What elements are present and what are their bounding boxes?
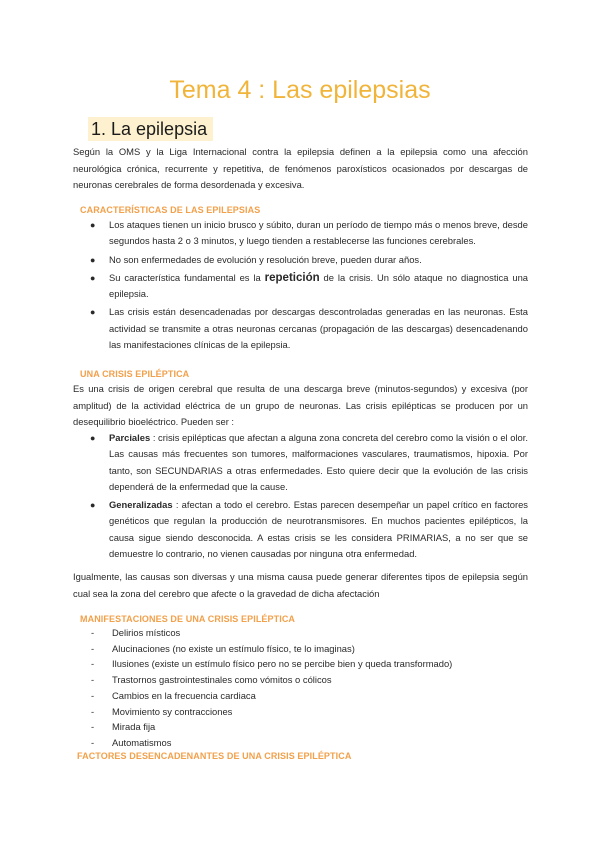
document-title: Tema 4 : Las epilepsias: [169, 76, 431, 104]
list-item: - Cambios en la frecuencia cardiaca: [91, 689, 256, 701]
bullet-icon: ●: [90, 220, 96, 230]
crisis-heading: UNA CRISIS EPILÉPTICA: [80, 369, 190, 379]
list-item: - Ilusiones (existe un estímulo físico pero no se percibe bien y queda transformado): [91, 658, 453, 670]
list-item: ● Los ataques tienen un inicio brusco y súbito, duran un período de tiempo más o menos breve, desde segundos hasta 2 o 3 minutos, y luego tienden a restablecerse las funciones cerebrales.: [90, 219, 528, 247]
bullet-icon: ●: [90, 500, 96, 511]
manifestaciones-list: [91, 625, 521, 751]
list-item: ● Su característica fundamental es la repetición de la crisis. Un sólo ataque no diagnostica una epilepsia.: [90, 271, 528, 300]
crisis-types-list: [87, 430, 528, 562]
list-item: - Alucinaciones (no existe un estímulo físico, te lo imaginas): [91, 642, 355, 654]
intro-paragraph: Según la OMS y la Liga Internacional contra la epilepsia definen a la epilepsia como una afección neurológica crónica, recurrente y repetitiva, de fenómenos paroxísticos ocasionados por descargas de neuronas cerebrales de forma desordenada y excesiva.: [73, 146, 528, 190]
list-item: - Delirios místicos: [91, 627, 181, 638]
factores-heading: FACTORES DESENCADENANTES DE UNA CRISIS EPILÉPTICA: [77, 751, 352, 761]
list-item: - Trastornos gastrointestinales como vómitos o cólicos: [91, 674, 332, 686]
emphasis-repeticion: repetición: [264, 271, 320, 284]
list-item: - Movimiento sy contracciones: [91, 705, 233, 717]
caracteristicas-heading: CARACTERÍSTICAS DE LAS EPILEPSIAS: [80, 205, 261, 215]
section-heading-la-epilepsia: 1. La epilepsia: [88, 117, 213, 141]
bullet-icon: ●: [90, 254, 96, 265]
crisis-intro-paragraph: Es una crisis de origen cerebral que resulta de una descarga breve (minutos-segundos) y excesiva (por amplitud) de la actividad eléctrica de un grupo de neuronas. Las crisis epilépticas se producen por un desequilibrio bioeléctrico. Pueden ser :: [73, 383, 528, 427]
list-item: ● No son enfermedades de evolución y resolución breve, pueden durar años.: [87, 252, 528, 270]
manifestaciones-heading: MANIFESTACIONES DE UNA CRISIS EPILÉPTICA: [80, 614, 296, 624]
list-item: - Mirada fija: [91, 721, 156, 733]
list-item: ● Generalizadas : afectan a todo el cerebro. Estas parecen desempeñar un papel crítico en factores genéticos que regulan la producción de neurotransmisores. En muchos pacientes epilépticos, la causa sigue siendo desconocida. A estas crisis se les considera PRIMARIAS, a no ser que se demuestre lo contrario, no vienen causadas por ninguna otra enfermedad.: [90, 499, 528, 560]
list-item: - Automatismos: [91, 736, 172, 748]
crisis-outro-paragraph: Igualmente, las causas son diversas y una misma causa puede generar diferentes tipos de epilepsia según cual sea la zona del cerebro que afecte o la gravedad de dicha afectación: [73, 571, 528, 599]
bullet-icon: ●: [90, 433, 96, 443]
bullet-icon: ●: [90, 307, 96, 318]
list-item: ● Parciales : crisis epilépticas que afectan a alguna zona concreta del cerebro como la visión o el olor. Las causas más frecuentes son tumores, malformaciones vasculares, traumatismos, hipoxia. Por tanto, son SECUNDARIAS a otras enfermedades. Esto quiere decir que la evolución de las crisis dependerá de la enfermedad que la cause.: [90, 432, 528, 492]
bullet-icon: ●: [90, 272, 96, 283]
caracteristicas-list: [87, 217, 528, 353]
list-item: ● Las crisis están desencadenadas por descargas descontroladas generadas en las neuronas. Esta actividad se transmite a otras neuronas cercanas (propagación de las descargas) desencadenando las manifestaciones clínicas de la epilepsia.: [90, 306, 528, 351]
